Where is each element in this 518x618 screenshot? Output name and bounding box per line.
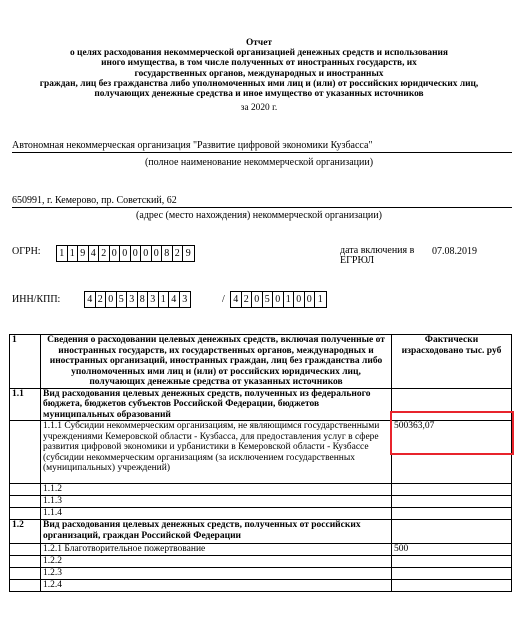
inn-digit: 4 — [169, 292, 180, 307]
kpp-digit: 4 — [231, 292, 242, 307]
inn-boxes — [84, 291, 191, 308]
inn-kpp-slash: / — [222, 294, 225, 305]
table-row — [10, 520, 512, 544]
inn-digit: 2 — [96, 292, 107, 307]
row-value: 500363,07 — [392, 421, 512, 484]
egrul-label: дата включения в ЕГРЮЛ — [340, 245, 415, 266]
row-text: 1.1.4 — [41, 508, 392, 520]
org-address-caption: (адрес (место нахождения) некоммерческой организации) — [136, 210, 382, 221]
table-row — [10, 580, 512, 592]
org-address: 650991, г. Кемерово, пр. Советский, 62 — [12, 195, 512, 208]
highlight-box — [390, 411, 514, 455]
row-text: 1.2.1 Благотворительное пожертвование — [41, 544, 392, 556]
inn-digit: 3 — [182, 294, 188, 305]
kpp-digit: 1 — [284, 292, 295, 307]
kpp-digit: 1 — [317, 294, 323, 305]
inn-digit: 0 — [106, 292, 117, 307]
table-row — [10, 568, 512, 580]
egrul-date: 07.08.2019 — [432, 246, 477, 257]
inn-digit: 1 — [159, 292, 170, 307]
org-name-caption: (полное наименование некоммерческой организации) — [144, 157, 374, 168]
ogrn-digit: 4 — [89, 246, 100, 261]
ogrn-label: ОГРН: — [12, 246, 41, 257]
row-text: 1.2.4 — [41, 580, 392, 592]
kpp-digit: 2 — [242, 292, 253, 307]
row-text: 1.1.2 — [41, 484, 392, 496]
table-row — [10, 544, 512, 556]
inn-label: ИНН/КПП: — [12, 294, 61, 305]
ogrn-digit: 0 — [131, 246, 142, 261]
row-text: 1.2.2 — [41, 556, 392, 568]
table-row — [10, 556, 512, 568]
title-line: граждан, лиц без гражданства либо уполномоченных ими лиц и (или) от российских юридических лиц, — [39, 78, 479, 89]
report-year: за 2020 г. — [240, 103, 278, 113]
header-text: Сведения о расходовании целевых денежных средств, включая полученные от иностранных государств, их государственных органов, международных и иностранных организаций, иностранных граждан, лиц без гражданства либо уполномоченных ими лиц и (или) от российских юридических лиц, получающих денежные средства от указанных источников — [41, 335, 392, 389]
kpp-digit: 0 — [252, 292, 263, 307]
inn-digit: 3 — [127, 292, 138, 307]
ogrn-digit: 0 — [120, 246, 131, 261]
kpp-digit: 0 — [305, 292, 316, 307]
section-text: Вид расходования целевых денежных средств, полученных из федерального бюджета, бюджетов субъектов Российской Федерации, бюджетов муниципальных образований — [41, 388, 392, 421]
kpp-digit: 5 — [263, 292, 274, 307]
title-line: государственных органов, международных и иностранных — [134, 68, 384, 79]
table-row — [10, 484, 512, 496]
title-line: о целях расходования некоммерческой организацией денежных средств и использования — [70, 48, 448, 59]
table-row — [10, 496, 512, 508]
ogrn-digit: 2 — [173, 246, 184, 261]
inn-digit: 8 — [138, 292, 149, 307]
ogrn-digit: 0 — [110, 246, 121, 261]
row-value: 500 — [392, 544, 512, 556]
inn-digit: 3 — [148, 292, 159, 307]
row-text: 1.2.3 — [41, 568, 392, 580]
inn-digit: 4 — [85, 292, 96, 307]
ogrn-digit: 1 — [57, 246, 68, 261]
report-title — [0, 38, 518, 99]
ogrn-digit: 1 — [68, 246, 79, 261]
header-num: 1 — [10, 335, 41, 389]
table-row — [10, 335, 512, 389]
org-name: Автономная некоммерческая организация "Развитие цифровой экономики Кузбасса" — [12, 140, 512, 153]
ogrn-digit: 0 — [152, 246, 163, 261]
title-line: иного имущества, в том числе полученных от иностранных государств, их — [101, 58, 417, 69]
ogrn-digit: 0 — [141, 246, 152, 261]
kpp-digit: 0 — [273, 292, 284, 307]
ogrn-digit: 8 — [162, 246, 173, 261]
header-value: Фактически израсходовано тыс. руб — [392, 335, 512, 389]
title-line: Отчет — [246, 38, 272, 48]
section-num: 1.2 — [10, 520, 41, 544]
row-text: 1.1.1 Субсидии некоммерческим организациям, не являющимся государственными учреждениями Кемеровской области - Кузбасса, для предоставления услуг в сфере развития цифровой экономики и урбанистики в Кемеровской области - Кузбассе (субсидии некоммерческим организациям (за исключением государственных (муниципальных) учреждений) — [41, 421, 392, 484]
ogrn-digit: 9 — [78, 246, 89, 261]
expenditure-table — [9, 334, 512, 592]
inn-digit: 5 — [117, 292, 128, 307]
title-line: получающих денежные средства и иное имущество от указанных источников — [94, 89, 424, 100]
kpp-boxes — [230, 291, 327, 308]
kpp-digit: 0 — [294, 292, 305, 307]
row-text: 1.1.3 — [41, 496, 392, 508]
ogrn-digit: 2 — [99, 246, 110, 261]
table-row — [10, 508, 512, 520]
ogrn-digit: 9 — [185, 248, 191, 259]
section-num: 1.1 — [10, 388, 41, 421]
section-text: Вид расходования целевых денежных средств, полученных от российских организаций, граждан Российской Федерации — [41, 520, 392, 544]
ogrn-boxes — [56, 245, 195, 262]
